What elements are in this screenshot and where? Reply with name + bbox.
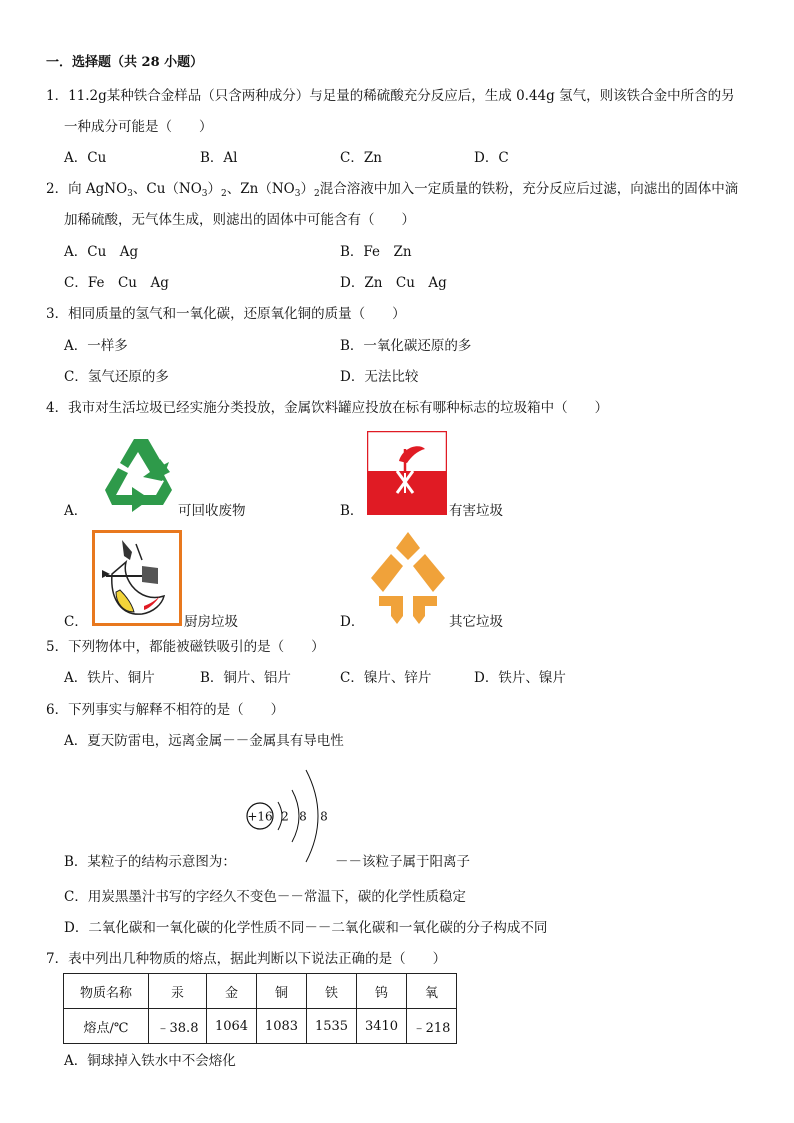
q6-option-c[interactable]: C．用炭黑墨汁书写的字经久不变色－－常温下，碳的化学性质稳定 <box>64 889 466 905</box>
table-cell: 汞 <box>149 974 207 1009</box>
q1-option-b[interactable]: B．Al <box>200 150 238 166</box>
q4-stem: 4．我市对生活垃圾已经实施分类投放，金属饮料罐应投放在标有哪种标志的垃圾箱中（ ） <box>46 400 609 416</box>
q1-option-c[interactable]: C．Zn <box>340 150 382 166</box>
q2-sub: 3 <box>294 189 301 199</box>
table-cell: ﹣218 <box>407 1009 457 1044</box>
q3-stem: 3．相同质量的氢气和一氧化碳，还原氧化铜的质量（ ） <box>46 306 406 322</box>
q5-option-b[interactable]: B．铜片、铝片 <box>200 670 291 686</box>
q6-option-a[interactable]: A．夏天防雷电，远离金属－－金属具有导电性 <box>64 733 344 749</box>
q5-option-a[interactable]: A．铁片、铜片 <box>64 670 155 686</box>
q5-stem: 5．下列物体中，都能被磁铁吸引的是（ ） <box>46 639 325 655</box>
q2-text-post: 混合溶液中加入一定质量的铁粉，充分反应后过滤，向滤出的固体中滴 <box>319 181 739 197</box>
q7-stem: 7．表中列出几种物质的熔点，据此判断以下说法正确的是（ ） <box>46 951 447 967</box>
q2-sub: 3 <box>127 189 133 199</box>
table-row <box>64 1009 457 1044</box>
table-cell: 3410 <box>357 1009 407 1044</box>
q2-option-b[interactable]: B．Fe Zn <box>340 244 412 260</box>
q2-option-d[interactable]: D．Zn Cu Ag <box>340 275 447 291</box>
table-cell: 氧 <box>407 974 457 1009</box>
table-cell: 物质名称 <box>64 974 149 1009</box>
table-cell: 熔点/℃ <box>64 1009 149 1044</box>
q3-option-a[interactable]: A．一样多 <box>64 338 128 354</box>
melting-point-table <box>63 973 457 1044</box>
q3-option-b[interactable]: B．一氧化碳还原的多 <box>340 338 472 354</box>
q4-option-a-letter[interactable]: A． <box>64 503 88 519</box>
shell-1-electrons: 2 <box>281 809 289 824</box>
table-cell: 金 <box>207 974 257 1009</box>
q3-option-c[interactable]: C．氢气还原的多 <box>64 369 169 385</box>
q4-option-c-letter[interactable]: C． <box>64 614 88 630</box>
table-cell: ﹣38.8 <box>149 1009 207 1044</box>
q2-text-mid1: 、Cu（NO <box>132 181 202 197</box>
q2-stem-line2: 加稀硫酸，无气体生成，则滤出的固体中可能含有（ ） <box>64 212 415 228</box>
q4-option-c-caption: 厨房垃圾 <box>184 614 238 630</box>
q2-sub: 3 <box>201 189 208 199</box>
q6-option-d[interactable]: D．二氧化碳和一氧化碳的化学性质不同－－二氧化碳和一氧化碳的分子构成不同 <box>64 920 548 936</box>
q2-text-mid3: 、Zn（NO <box>226 181 295 197</box>
q4-option-d-letter[interactable]: D． <box>340 614 365 630</box>
q2-text-pre: 2．向 AgNO <box>46 181 128 197</box>
q2-option-a[interactable]: A．Cu Ag <box>64 244 139 260</box>
q3-option-d[interactable]: D．无法比较 <box>340 369 419 385</box>
table-cell: 铜 <box>257 974 307 1009</box>
q6-stem: 6．下列事实与解释不相符的是（ ） <box>46 702 285 718</box>
q1-stem-line1: 1．11.2g某种铁合金样品（只含两种成分）与足量的稀硫酸充分反应后，生成 0.44g 氢气，则该铁合金中所含的另 <box>46 88 735 104</box>
table-cell: 1083 <box>257 1009 307 1044</box>
q1-option-d[interactable]: D．C <box>474 150 509 166</box>
q1-stem-line2: 一种成分可能是（ ） <box>64 119 213 135</box>
q2-sub: 2 <box>313 189 320 199</box>
kitchen-waste-icon[interactable] <box>92 530 182 626</box>
q5-option-c[interactable]: C．镍片、锌片 <box>340 670 432 686</box>
q4-option-b-letter[interactable]: B． <box>340 503 364 519</box>
q2-option-c[interactable]: C．Fe Cu Ag <box>64 275 169 291</box>
q1-option-a[interactable]: A．Cu <box>64 150 107 166</box>
q2-sub: 2 <box>221 189 227 199</box>
table-header-row <box>64 974 457 1009</box>
other-waste-icon[interactable] <box>367 530 449 626</box>
table-cell: 钨 <box>357 974 407 1009</box>
q4-option-d-caption: 其它垃圾 <box>449 614 503 630</box>
atom-structure-diagram <box>240 764 340 868</box>
q2-text-mid4: ） <box>300 181 314 197</box>
shell-3-electrons: 8 <box>320 809 328 824</box>
q4-option-a-caption: 可回收废物 <box>178 503 246 519</box>
q6-option-b-text[interactable]: B．某粒子的结构示意图为： <box>64 854 236 870</box>
q2-stem-line1 <box>46 180 738 203</box>
q5-option-d[interactable]: D．铁片、镍片 <box>474 670 566 686</box>
q7-option-a[interactable]: A．铜球掉入铁水中不会熔化 <box>64 1053 236 1069</box>
shell-2-electrons: 8 <box>299 809 307 824</box>
table-cell: 铁 <box>307 974 357 1009</box>
nucleus-charge: +16 <box>247 809 273 824</box>
q2-text-mid2: ） <box>207 181 222 197</box>
table-cell: 1064 <box>207 1009 257 1044</box>
q4-option-b-caption: 有害垃圾 <box>449 503 503 519</box>
section-title: 一．选择题（共 28 小题） <box>46 55 204 70</box>
recycle-symbol-icon[interactable] <box>90 435 178 517</box>
q6-option-b-explanation: －－该粒子属于阳离子 <box>335 854 470 870</box>
table-cell: 1535 <box>307 1009 357 1044</box>
hazardous-waste-icon[interactable] <box>367 431 447 515</box>
